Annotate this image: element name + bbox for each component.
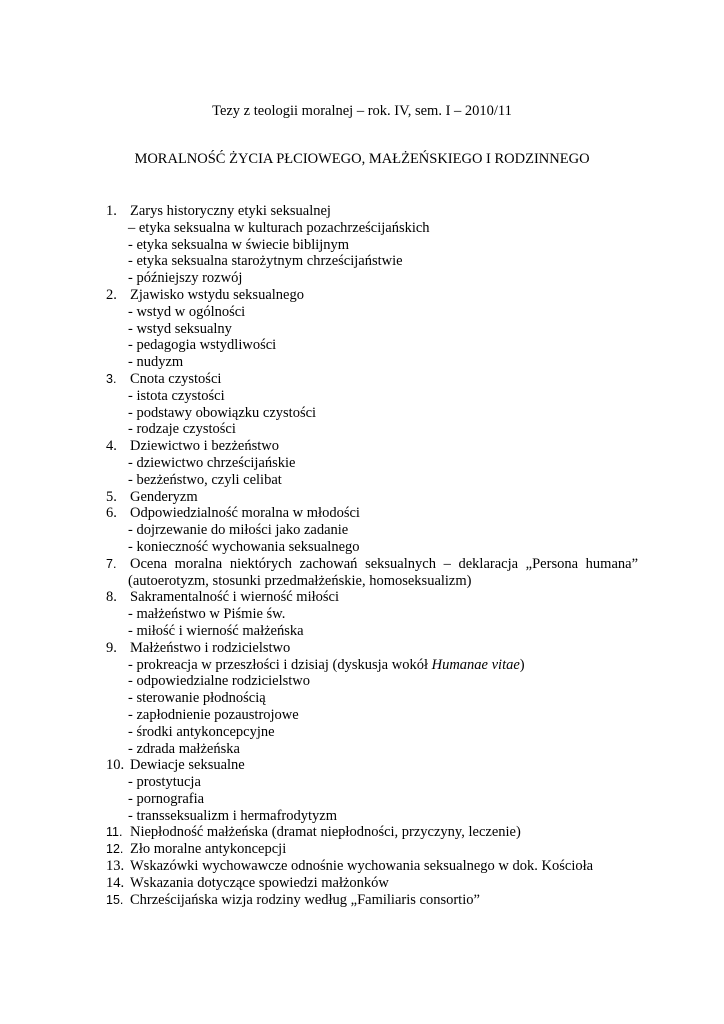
- list-item: [0, 489, 724, 506]
- item-title: Niepłodność małżeńska (dramat niepłodności, przyczyny, leczenie): [130, 824, 521, 841]
- item-title: Chrześcijańska wizja rodziny według „Familiaris consortio”: [130, 891, 480, 908]
- sub-item: [0, 220, 724, 237]
- sub-item-text: - bezżeństwo, czyli celibat: [128, 471, 282, 488]
- sub-item-text: - konieczność wychowania seksualnego: [128, 538, 360, 555]
- document-title: MORALNOŚĆ ŻYCIA PŁCIOWEGO, MAŁŻEŃSKIEGO I RODZINNEGO: [134, 151, 590, 167]
- item-title: Zarys historyczny etyki seksualnej: [130, 203, 331, 219]
- sub-item-text: - etyka seksualna w świecie biblijnym: [128, 236, 350, 253]
- item-title: Cnota czystości: [130, 370, 222, 387]
- list-item: [0, 824, 724, 841]
- item-number: 7.: [106, 556, 117, 571]
- item-title: Małżeństwo i rodzicielstwo: [130, 639, 291, 656]
- item-title: Sakramentalność i wierność miłości: [130, 589, 339, 606]
- item-number: 14.: [106, 874, 125, 891]
- sub-item: [0, 253, 724, 270]
- list-item: [0, 841, 724, 858]
- list-item: [0, 757, 724, 774]
- sub-item: [0, 657, 724, 674]
- sub-item-text: - dziewictwo chrześcijańskie: [128, 454, 296, 471]
- list-item: [0, 505, 724, 522]
- sub-item-prefix: - prokreacja w przeszłości i dzisiaj (dyskusja wokół: [128, 656, 432, 673]
- sub-item-text: - wstyd w ogólności: [128, 303, 246, 320]
- sub-item: [0, 421, 724, 438]
- item-number: 2.: [106, 286, 117, 303]
- sub-item-text: - małżeństwo w Piśmie św.: [128, 606, 286, 623]
- sub-item-text: - wstyd seksualny: [128, 320, 232, 337]
- sub-item-text: - odpowiedzialne rodzicielstwo: [128, 673, 310, 690]
- sub-item: [0, 707, 724, 724]
- list-item: [0, 556, 724, 573]
- list-item: [0, 438, 724, 455]
- item-number: 11.: [106, 825, 123, 840]
- sub-item-text: - transseksualizm i hermafrodytyzm: [128, 807, 337, 824]
- sub-item-text: - zapłodnienie pozaustrojowe: [128, 706, 299, 723]
- sub-item: [0, 455, 724, 472]
- sub-item-text: - podstawy obowiązku czystości: [128, 404, 317, 421]
- sub-item: [0, 388, 724, 405]
- list-item: [0, 589, 724, 606]
- item-title: Wskazania dotyczące spowiedzi małżonków: [130, 874, 389, 891]
- sub-item: [0, 321, 724, 338]
- item-number: 13.: [106, 858, 125, 875]
- sub-item-text: - nudyzm: [128, 354, 184, 371]
- item-title: Zło moralne antykoncepcji: [130, 841, 287, 858]
- item-title: Zjawisko wstydu seksualnego: [130, 286, 304, 303]
- sub-item: [0, 808, 724, 825]
- item-number: 8.: [106, 589, 117, 606]
- item-title: Wskazówki wychowawcze odnośnie wychowania seksualnego w dok. Kościoła: [130, 858, 594, 875]
- sub-item-suffix: ): [519, 656, 525, 673]
- list-item: [0, 287, 724, 304]
- item-title: Genderyzm: [130, 488, 198, 505]
- sub-item-text: [128, 657, 525, 674]
- sub-item: [0, 337, 724, 354]
- sub-item-text: - etyka seksualna starożytnym chrześcijaństwie: [128, 253, 403, 270]
- document-header: Tezy z teologii moralnej – rok. IV, sem. I – 2010/11: [212, 103, 512, 119]
- sub-item-text: – etyka seksualna w kulturach pozachrześcijańskich: [128, 219, 430, 236]
- sub-item-text: - środki antykoncepcyjne: [128, 723, 275, 740]
- sub-item: [0, 522, 724, 539]
- sub-item: [0, 539, 724, 556]
- item-number: 15.: [106, 892, 124, 907]
- sub-item: [0, 673, 724, 690]
- item-number: 5.: [106, 488, 117, 505]
- sub-item-text: - pedagogia wstydliwości: [128, 337, 277, 354]
- sub-item: [0, 690, 724, 707]
- list-item: [0, 640, 724, 657]
- list-item: [0, 203, 724, 220]
- sub-item: [0, 472, 724, 489]
- list-item: [0, 858, 724, 875]
- sub-item-text: - prostytucja: [128, 774, 201, 791]
- list-item: [0, 371, 724, 388]
- item-title: Dziewictwo i bezżeństwo: [130, 438, 279, 455]
- item-number: 10.: [106, 757, 125, 774]
- sub-item: [0, 237, 724, 254]
- sub-item-text: - dojrzewanie do miłości jako zadanie: [128, 522, 349, 539]
- sub-item-text: - sterowanie płodnością: [128, 690, 266, 707]
- item-number: 1.: [106, 203, 117, 219]
- sub-item: [0, 405, 724, 422]
- item-title: Odpowiedzialność moralna w młodości: [130, 505, 360, 522]
- sub-item-text: - pornografia: [128, 790, 205, 807]
- sub-item: [0, 791, 724, 808]
- list-item: [0, 875, 724, 892]
- item-title: Dewiacje seksualne: [130, 757, 245, 774]
- document-reference: Humanae vitae: [431, 656, 520, 673]
- sub-item-text: - rodzaje czystości: [128, 421, 236, 438]
- sub-item-text: - istota czystości: [128, 387, 225, 404]
- sub-item: [0, 724, 724, 741]
- sub-item: [0, 606, 724, 623]
- item-number: 3.: [106, 371, 117, 386]
- sub-item: [0, 304, 724, 321]
- sub-item: [0, 774, 724, 791]
- item-number: 12.: [106, 842, 124, 857]
- sub-item: [0, 741, 724, 758]
- thesis-list: [0, 203, 724, 908]
- sub-item-text: - miłość i wierność małżeńska: [128, 622, 304, 639]
- sub-item: [0, 623, 724, 640]
- item-number: 4.: [106, 438, 117, 455]
- sub-item: [0, 354, 724, 371]
- sub-item-text: - zdrada małżeńska: [128, 740, 240, 757]
- sub-item: [0, 270, 724, 287]
- item-number: 9.: [106, 639, 117, 656]
- list-item: [0, 892, 724, 909]
- item-number: 6.: [106, 505, 117, 522]
- sub-item-text: (autoerotyzm, stosunki przedmałżeńskie, homoseksualizm): [128, 572, 472, 589]
- item-title: Ocena moralna niektórych zachowań seksualnych – deklaracja „Persona humana”: [130, 555, 638, 572]
- sub-item: [0, 573, 724, 590]
- sub-item-text: - późniejszy rozwój: [128, 270, 243, 287]
